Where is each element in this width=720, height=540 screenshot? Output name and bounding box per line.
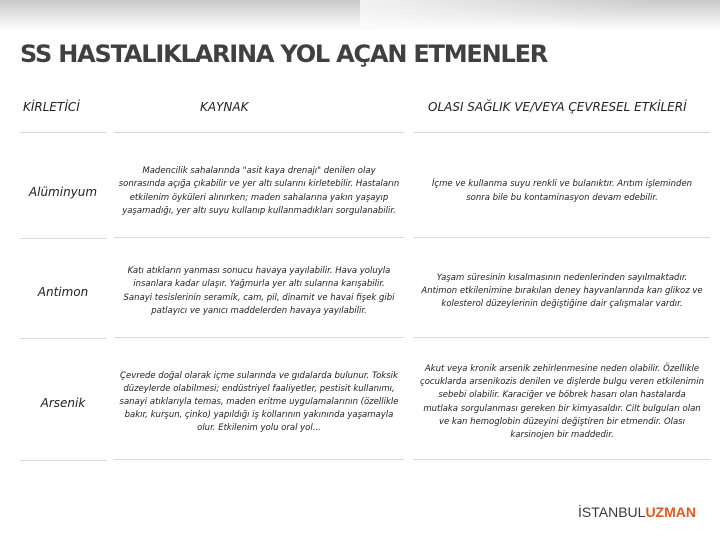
top-shine: [360, 0, 720, 26]
pollutant-name: Antimon: [20, 246, 106, 339]
source-text: Madencilik sahalarında "asit kaya drenajı" denilen olay sonrasında açığa çıkabilir ve yer altı sularını kirletebilir. Hastaların etkilenim öyküleri alınırken; maden sahalarına yakın yaşayıp yaşamadığı, yer altı suyu kullanıp kullanmadıkları sorgulanabilir.: [114, 146, 404, 238]
pollutant-name: Alüminyum: [20, 146, 106, 239]
header-divider: [20, 132, 106, 133]
column-header-source: KAYNAK: [200, 100, 249, 114]
column-header-pollutant: KİRLETİCİ: [23, 100, 80, 114]
header-divider: [414, 132, 710, 133]
pollutant-name: Arsenik: [20, 346, 106, 461]
source-text: Çevrede doğal olarak içme sularında ve gıdalarda bulunur. Toksik düzeylerde olabilmesi; endüstriyel faaliyetler, pestisit kullanımı, sanayi atıklarıyla temas, maden eritme uygulamalarının (özellikle bakır, kurşun, çinko) yapıldığı iş kollarının yakınında yaşamayla olur. Etkilenim yolu oral yol...: [114, 346, 404, 460]
table-row: [0, 346, 720, 464]
effect-text: Yaşam süresinin kısalmasının nedenlerinden sayılmaktadır. Antimon etkilenimine bırakılan deney hayvanlarında kan glikoz ve kolesterol düzeylerinin değiştiğine dair çalışmalar vardır.: [414, 246, 710, 338]
brand-logo: [578, 504, 696, 520]
table-row: [0, 246, 720, 342]
brand-part-2: UZMAN: [645, 504, 696, 520]
table-header: [0, 100, 720, 130]
source-text: Katı atıkların yanması sonucu havaya yayılabilir. Hava yoluyla insanlara kadar ulaşır. Yağmurla yer altı sularına karışabilir. Sanayi tesislerinin seramik, cam, pil, dinamit ve havai fişek gibi patlayıcı ve yanıcı maddelerden havaya yayılabilir.: [114, 246, 404, 338]
page-title: SS HASTALIKLARINA YOL AÇAN ETMENLER: [20, 40, 548, 68]
effect-text: İçme ve kullanma suyu renkli ve bulanıktır. Arıtım işleminden sonra bile bu kontaminasyon devam edebilir.: [414, 146, 710, 238]
table-row: [0, 146, 720, 242]
effect-text: Akut veya kronik arsenik zehirlenmesine neden olabilir. Özellikle çocuklarda arsenikozis denilen ve dişlerde bulgu veren etkilenimin sebebi olabilir. Karaciğer ve böbrek hasarı olan hastalarda mutlaka sorgulanması gereken bir kimyasaldır. Cilt bulguları olan ve kan hemoglobin düzeyini değiştiren bir etmendir. Olası karsinojen bir maddedir.: [414, 346, 710, 460]
column-header-effect: OLASI SAĞLIK VE/VEYA ÇEVRESEL ETKİLERİ: [428, 100, 687, 114]
header-divider: [114, 132, 404, 133]
brand-part-1: İSTANBUL: [578, 504, 646, 520]
